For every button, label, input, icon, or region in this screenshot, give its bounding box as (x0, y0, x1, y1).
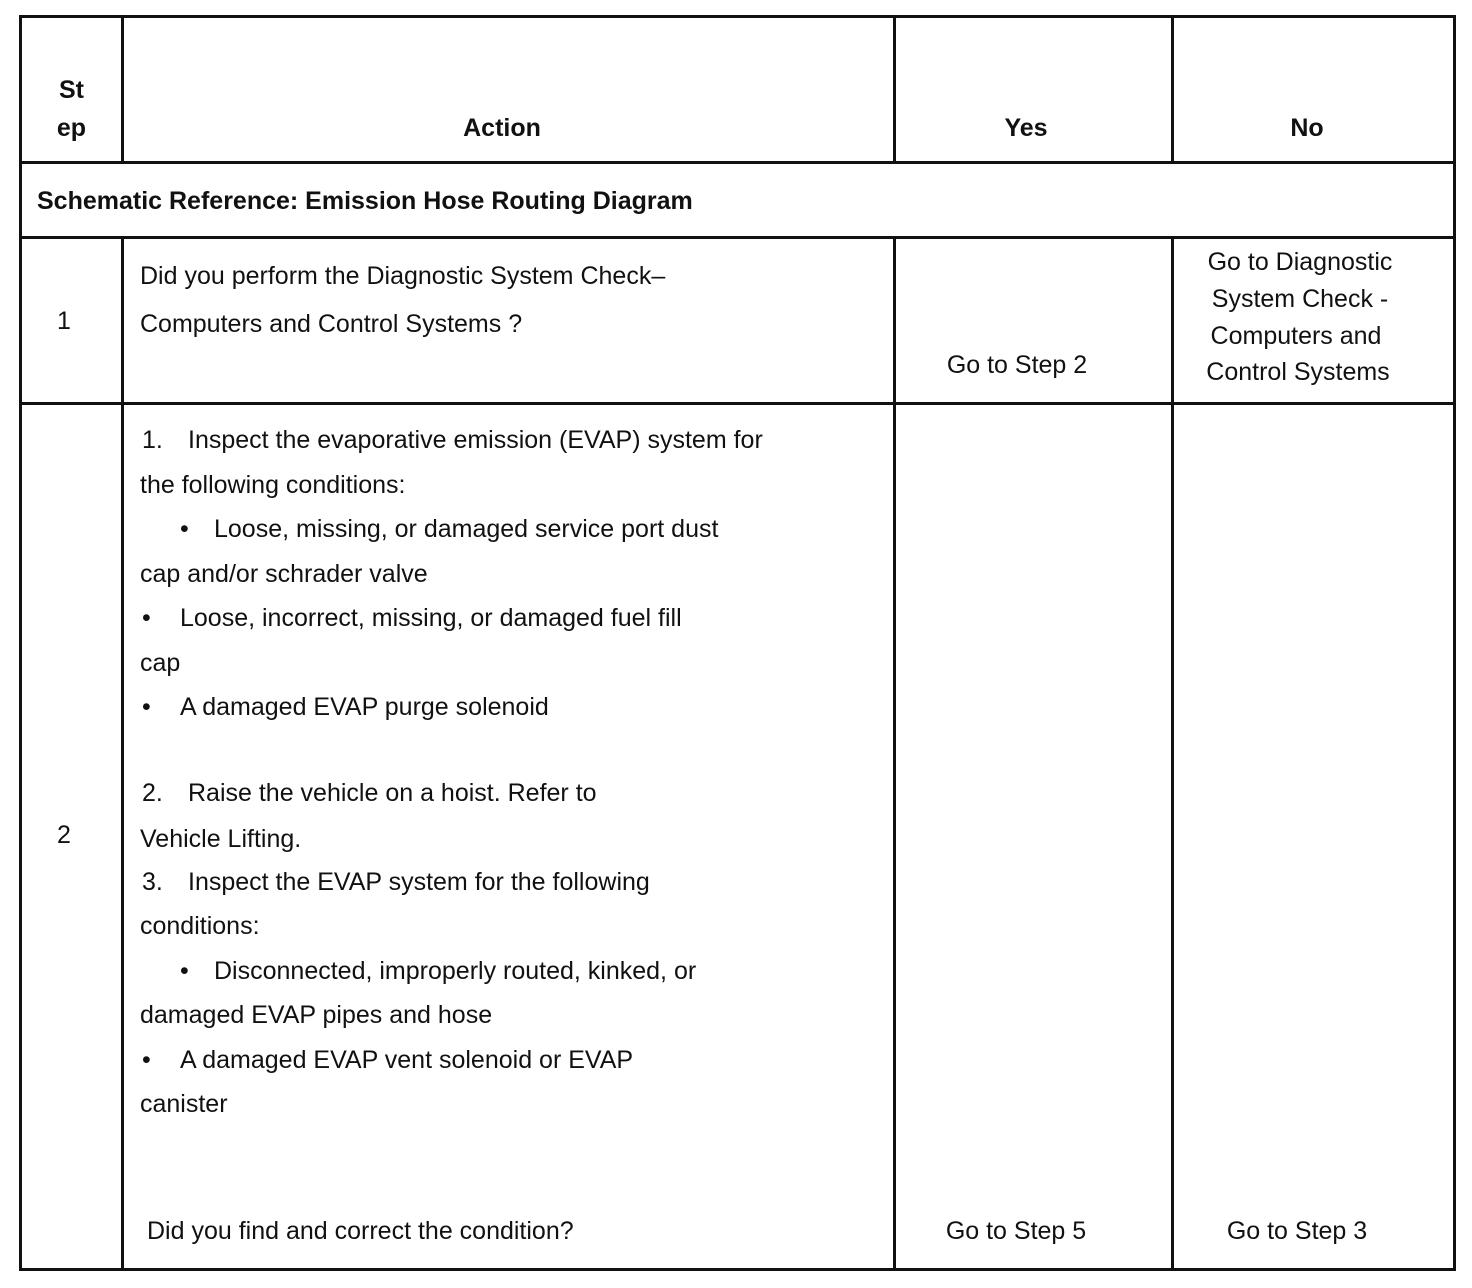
column-divider-yes (1171, 236, 1174, 1271)
bullet-icon: • (180, 515, 189, 543)
row2-item1-number: 1. (142, 426, 163, 454)
column-divider-action (893, 236, 896, 1271)
row2-bullet2-cont: cap (140, 649, 181, 677)
row2-item3-cont: conditions: (140, 912, 260, 940)
row2-item2-cont: Vehicle Lifting. (140, 825, 302, 853)
row1-no-line3: Computers and (1210, 322, 1382, 350)
header-action: Action (463, 114, 541, 142)
schematic-reference: Schematic Reference: Emission Hose Routing Diagram (37, 187, 693, 215)
row1-step: 1 (57, 307, 71, 335)
row1-yes: Go to Step 2 (946, 351, 1088, 379)
row2-item3-number: 3. (142, 868, 163, 896)
row2-bullet4-text: Disconnected, improperly routed, kinked, or (214, 957, 697, 985)
row2-step: 2 (57, 821, 71, 849)
bullet-icon: • (142, 604, 151, 632)
column-divider-step (121, 236, 124, 1271)
row2-bullet2 (142, 605, 682, 633)
row1-no-line4: Control Systems (1206, 358, 1390, 386)
row2-bullet5-text: A damaged EVAP vent solenoid or EVAP (180, 1046, 634, 1074)
row2-bullet3-text: A damaged EVAP purge solenoid (180, 693, 549, 721)
table-border-left (19, 15, 22, 1271)
schematic-row-divider (19, 236, 1456, 239)
row2-bullet1 (180, 516, 718, 544)
row1-action-line1: Did you perform the Diagnostic System Check– (140, 262, 666, 290)
row1-no-line1: Go to Diagnostic (1207, 248, 1393, 276)
row2-item1-text: Inspect the evaporative emission (EVAP) system for (188, 426, 763, 454)
row2-bullet5-cont: canister (140, 1090, 228, 1118)
row2-bullet1-cont: cap and/or schrader valve (140, 560, 428, 588)
row2-item2-text: Raise the vehicle on a hoist. Refer to (188, 779, 597, 807)
row2-item3-text: Inspect the EVAP system for the following (188, 868, 650, 896)
row2-bullet5 (142, 1047, 633, 1075)
row2-bullet3 (142, 694, 549, 722)
row2-bullet2-text: Loose, incorrect, missing, or damaged fuel fill (180, 604, 682, 632)
row2-item2 (142, 780, 597, 808)
row1-divider (19, 402, 1456, 405)
row2-bullet4 (180, 958, 696, 986)
header-no: No (1290, 114, 1324, 142)
row2-question: Did you find and correct the condition? (147, 1217, 574, 1245)
row1-no-line2: System Check - (1211, 285, 1389, 313)
row2-item1-cont: the following conditions: (140, 471, 406, 499)
bullet-icon: • (142, 693, 151, 721)
header-yes: Yes (1004, 114, 1048, 142)
row2-item3 (142, 869, 650, 897)
row2-item2-number: 2. (142, 779, 163, 807)
table-border-top (19, 15, 1456, 18)
bullet-icon: • (142, 1046, 151, 1074)
row2-no: Go to Step 3 (1226, 1217, 1368, 1245)
table-border-right (1453, 15, 1456, 1271)
row1-action-line2: Computers and Control Systems ? (140, 310, 523, 338)
row2-item1 (142, 427, 763, 455)
table-border-bottom (19, 1268, 1456, 1271)
header-step-line2: ep (56, 114, 87, 142)
header-step-line1: St (59, 76, 84, 104)
row2-yes: Go to Step 5 (945, 1217, 1087, 1245)
bullet-icon: • (180, 957, 189, 985)
row2-bullet1-text: Loose, missing, or damaged service port dust (214, 515, 719, 543)
header-row-divider (19, 161, 1456, 164)
row2-bullet4-cont: damaged EVAP pipes and hose (140, 1001, 493, 1029)
